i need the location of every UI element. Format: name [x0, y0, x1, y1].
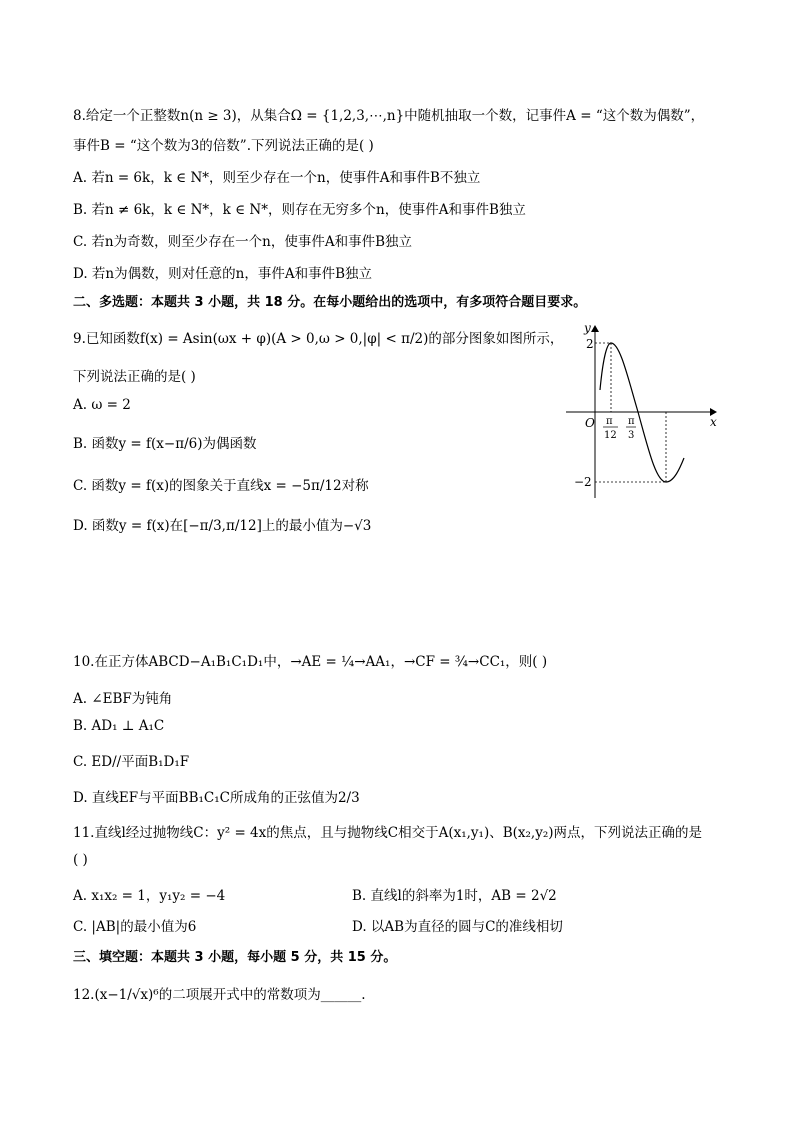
section-heading-multiple-choice: 二、多选题：本题共 3 小题，共 18 分。在每小题给出的选项中，有多项符合题目要求。	[73, 295, 587, 310]
q11-option-d: D. 以AB为直径的圆与C的准线相切	[352, 919, 563, 935]
q9-option-a: A. ω = 2	[73, 397, 131, 413]
y-min-label: −2	[574, 475, 592, 489]
q8-option-d: D. 若n为偶数，则对任意的n，事件A和事件B独立	[73, 266, 372, 282]
q8-stem-line1: 8.给定一个正整数n(n ≥ 3)，从集合Ω = {1,2,3,⋯,n}中随机抽取一个数，记事件A = “这个数为偶数”，	[73, 108, 705, 124]
q10-option-c: C. ED//平面B₁D₁F	[73, 754, 190, 770]
q9-stem-line1: 9.已知函数f(x) = Asin(ωx + φ)(A > 0,ω > 0,|φ| < π/2)的部分图象如图所示，	[73, 331, 564, 347]
q8-option-b: B. 若n ≠ 6k，k ∈ N*，k ∈ N*，则存在无穷多个n，使事件A和事件B独立	[73, 202, 526, 218]
q11-option-a: A. x₁x₂ = 1，y₁y₂ = −4	[73, 888, 226, 904]
q9-option-c: C. 函数y = f(x)的图象关于直线x = −5π/12对称	[73, 478, 369, 494]
q9-option-d: D. 函数y = f(x)在[−π/3,π/12]上的最小值为−√3	[73, 518, 372, 534]
q8-option-a: A. 若n = 6k，k ∈ N*，则至少存在一个n，使事件A和事件B不独立	[73, 170, 481, 186]
q11-stem-line1: 11.直线l经过抛物线C：y² = 4x的焦点，且与抛物线C相交于A(x₁,y₁)、B(x₂,y₂)两点，下列说法正确的是	[73, 825, 703, 841]
q12-stem: 12.(x−1/√x)⁶的二项展开式中的常数项为______.	[73, 987, 366, 1003]
tick2-denominator: 3	[628, 430, 635, 441]
tick1-numerator: π	[606, 416, 613, 427]
q11-option-b: B. 直线l的斜率为1时，AB = 2√2	[352, 888, 557, 904]
section-heading-fill-in: 三、填空题：本题共 3 小题，每小题 5 分，共 15 分。	[73, 950, 397, 965]
q10-option-b: B. AD₁ ⊥ A₁C	[73, 718, 165, 734]
q10-stem: 10.在正方体ABCD−A₁B₁C₁D₁中，→AE = ¼→AA₁，→CF = ¾→CC₁，则( )	[73, 654, 548, 670]
q9-stem-line2: 下列说法正确的是( )	[73, 369, 196, 385]
tick1-denominator: 12	[604, 430, 617, 441]
x-axis-label: x	[710, 415, 717, 429]
y-max-label: 2	[586, 337, 594, 351]
q9-function-graph	[560, 318, 730, 503]
q10-option-a: A. ∠EBF为钝角	[73, 691, 173, 707]
y-axis-label: y	[584, 321, 591, 335]
q11-stem-line2: ( )	[73, 852, 88, 868]
q11-option-c: C. |AB|的最小值为6	[73, 919, 197, 935]
q10-option-d: D. 直线EF与平面BB₁C₁C所成角的正弦值为2/3	[73, 790, 360, 806]
q8-stem-line2: 事件B = “这个数为3的倍数”.下列说法正确的是( )	[73, 138, 374, 154]
origin-label: O	[585, 416, 595, 430]
q9-option-b: B. 函数y = f(x−π/6)为偶函数	[73, 436, 257, 452]
tick2-numerator: π	[628, 416, 635, 427]
q8-option-c: C. 若n为奇数，则至少存在一个n，使事件A和事件B独立	[73, 234, 412, 250]
